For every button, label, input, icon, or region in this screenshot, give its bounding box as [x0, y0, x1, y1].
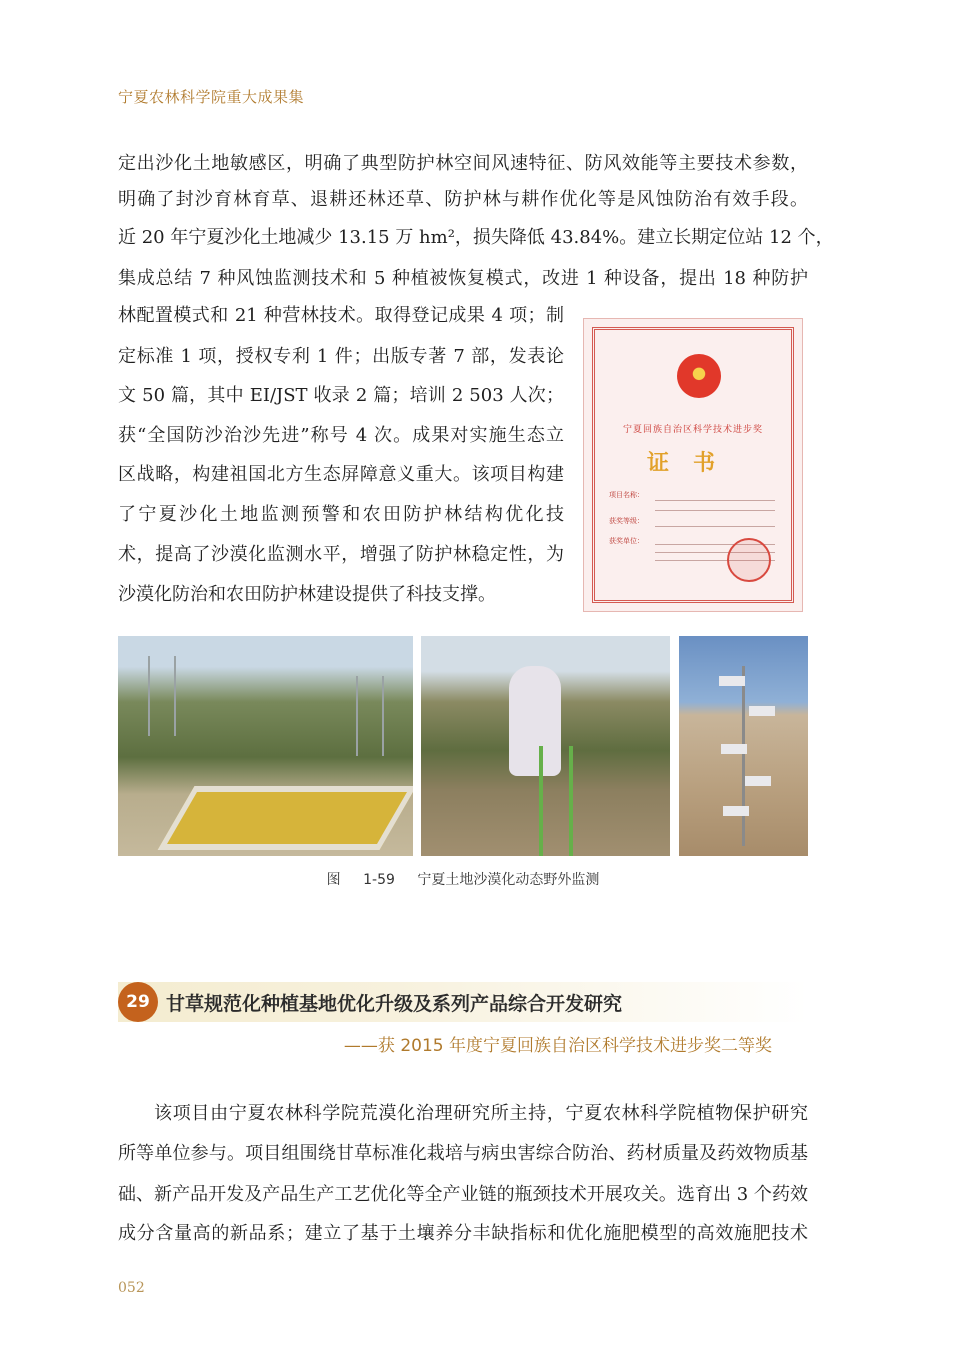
field-photo-worker: [421, 636, 670, 856]
figure-label: 图 1-59: [326, 872, 395, 888]
certificate-title: 证书: [646, 451, 739, 476]
section-number-badge: 29: [118, 982, 158, 1022]
text-line: 近 20 年宁夏沙化土地减少 13.15 万 hm²，损失降低 43.84%。建立长期定位站 12 个，: [118, 227, 834, 248]
official-seal-icon: [727, 538, 771, 582]
certificate-line: [655, 510, 775, 511]
certificate-line: [655, 500, 775, 501]
section-subtitle: ——获 2015 年度宁夏回族自治区科学技术进步奖二等奖: [343, 1036, 772, 1056]
field-photo-anemometer: [679, 636, 808, 856]
wind-vane: [721, 744, 747, 754]
text-line: 区战略，构建祖国北方生态屏障意义重大。该项目构建: [118, 464, 564, 485]
figure-caption: [118, 869, 808, 889]
certificate-field-unit: 获奖单位：: [609, 537, 644, 545]
text-line: 该项目由宁夏农林科学院荒漠化治理研究所主持，宁夏农林科学院植物保护研究: [154, 1103, 808, 1124]
text-line: 术，提高了沙漠化监测水平，增强了防护林稳定性，为: [118, 544, 564, 565]
national-emblem-icon: [677, 354, 721, 398]
text-line: 了宁夏沙化土地监测预警和农田防护林结构优化技: [118, 504, 564, 525]
sand-sampler-frame: [148, 656, 176, 736]
running-title: 宁夏农林科学院重大成果集: [118, 88, 305, 106]
text-line: 文 50 篇，其中 EI/JST 收录 2 篇；培训 2 503 人次；: [118, 385, 564, 406]
text-line: 定出沙化土地敏感区，明确了典型防护林空间风速特征、防风效能等主要技术参数，: [118, 153, 808, 174]
text-line: 定标准 1 项，授权专利 1 件；出版专著 7 部，发表论: [118, 346, 564, 367]
section-title: 甘草规范化种植基地优化升级及系列产品综合开发研究: [166, 993, 623, 1015]
text-line: 础、新产品开发及产品生产工艺优化等全产业链的瓶颈技术开展攻关。选育出 3 个药效: [118, 1184, 808, 1205]
certificate-field-project: 项目名称：: [609, 491, 644, 499]
collection-trench: [158, 786, 413, 850]
figure-caption-text: 宁夏土地沙漠化动态野外监测: [417, 872, 600, 888]
page-number: 052: [118, 1280, 145, 1296]
text-line: 成分含量高的新品系；建立了基于土壤养分丰缺指标和优化施肥模型的高效施肥技术: [118, 1223, 808, 1244]
text-line: 获“全国防沙治沙先进”称号 4 次。成果对实施生态立: [118, 425, 564, 446]
certificate-org: 宁夏回族自治区科学技术进步奖: [622, 425, 763, 435]
text-line: 沙漠化防治和农田防护林建设提供了科技支撑。: [118, 584, 496, 605]
text-line: 林配置模式和 21 种营林技术。取得登记成果 4 项；制: [118, 305, 564, 326]
wind-vane: [719, 676, 745, 686]
text-line: 集成总结 7 种风蚀监测技术和 5 种植被恢复模式，改进 1 种设备，提出 18 种防护: [118, 268, 808, 289]
text-line: 所等单位参与。项目组围绕甘草标准化栽培与病虫害综合防治、药材质量及药效物质基: [118, 1143, 808, 1164]
text-line: 明确了封沙育林育草、退耕还林还草、防护林与耕作优化等是风蚀防治有效手段。: [118, 189, 808, 210]
sand-sampler-frame: [356, 676, 384, 756]
certificate-line: [655, 526, 775, 527]
ladder: [539, 746, 573, 856]
wind-vane: [745, 776, 771, 786]
certificate-field-level: 获奖等级：: [609, 517, 644, 525]
wind-vane: [749, 706, 775, 716]
certificate-border: [592, 327, 794, 603]
field-photo-trench: [118, 636, 413, 856]
monitoring-pole: [742, 666, 745, 846]
award-certificate-image: [583, 318, 803, 612]
wind-vane: [723, 806, 749, 816]
